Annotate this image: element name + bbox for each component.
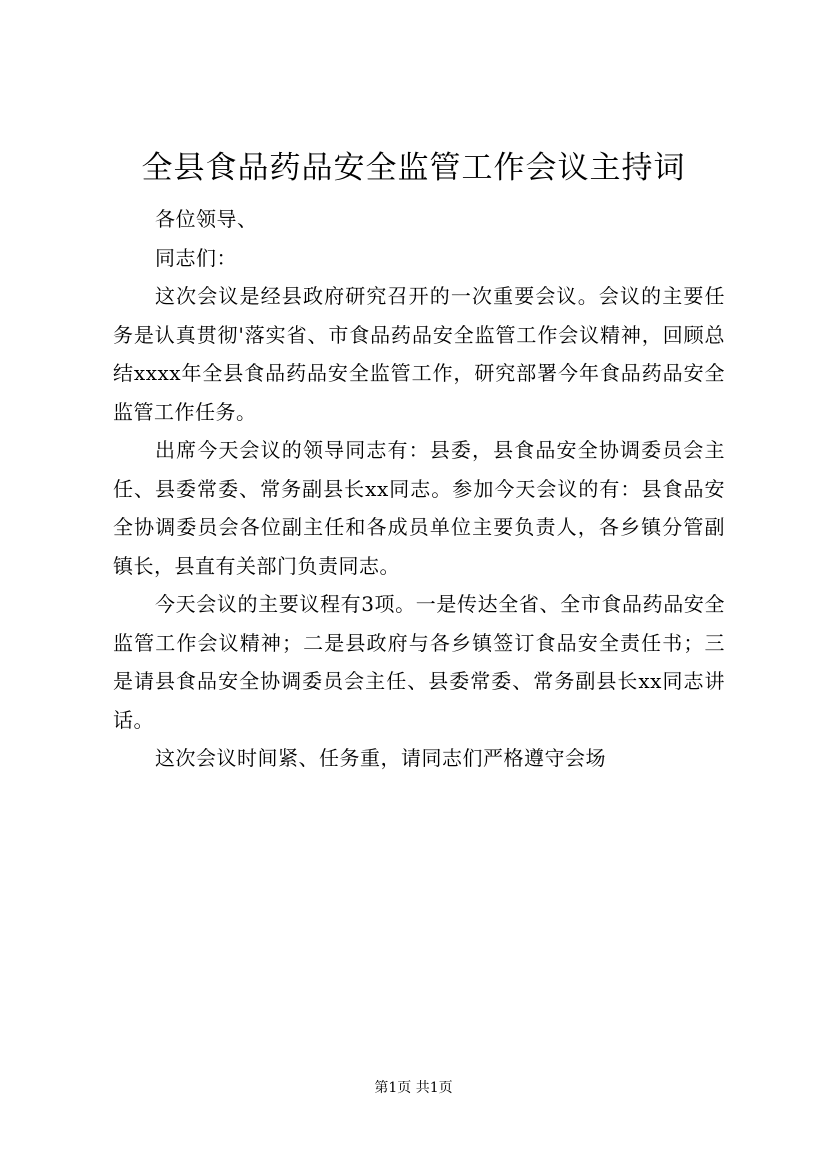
page-title: 全县食品药品安全监管工作会议主持词	[141, 150, 686, 186]
page-number-footer: 第1页 共1页	[374, 1080, 453, 1096]
paragraph-discipline: 这次会议时间紧、任务重，请同志们严格遵守会场	[155, 746, 606, 770]
paragraph-meeting-purpose: 这次会议是经县政府研究召开的一次重要会议。会议的主要任务是认真贯彻'落实省、市食品药品安全监管工作会议精神，回顾总结xxxx年全县食品药品安全监管工作，研究部署今年食品药品安全监管工作任务。	[113, 284, 725, 424]
greeting-leaders: 各位领导、	[155, 207, 258, 231]
paragraph-attendees: 出席今天会议的领导同志有：县委，县食品安全协调委员会主任、县委常委、常务副县长xx同志。参加今天会议的有：县食品安全协调委员会各位副主任和各成员单位主要负责人，各乡镇分管副镇长，县直有关部门负责同志。	[113, 438, 725, 578]
document-body	[113, 200, 725, 778]
greeting-comrades: 同志们：	[155, 245, 237, 270]
paragraph-agenda: 今天会议的主要议程有3项。一是传达全省、全市食品药品安全监管工作会议精神；二是县政府与各乡镇签订食品安全责任书；三是请县食品安全协调委员会主任、县委常委、常务副县长xx同志讲话。	[113, 592, 725, 732]
